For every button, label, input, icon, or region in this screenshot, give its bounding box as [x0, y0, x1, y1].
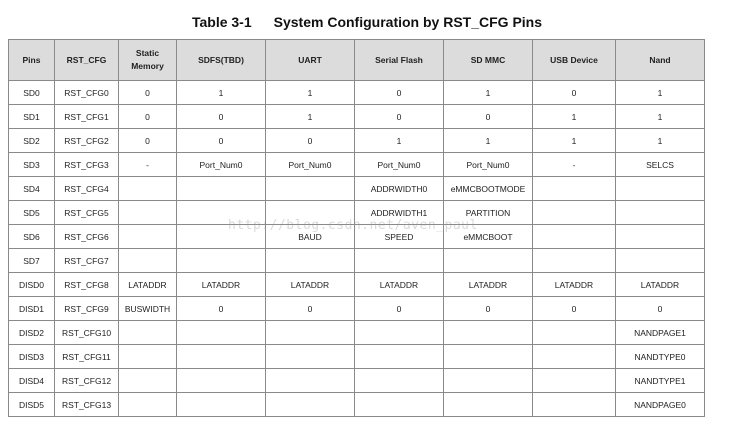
table-cell: DISD4 — [9, 369, 55, 393]
table-cell: 0 — [266, 129, 355, 153]
table-row — [9, 393, 705, 417]
table-cell: eMMCBOOTMODE — [444, 177, 533, 201]
table-cell — [177, 345, 266, 369]
table-cell: 0 — [444, 105, 533, 129]
table-cell: 0 — [355, 297, 444, 321]
header-row — [9, 40, 705, 81]
table-cell: 0 — [119, 129, 177, 153]
table-cell: LATADDR — [616, 273, 705, 297]
table-cell: SD5 — [9, 201, 55, 225]
table-cell: DISD3 — [9, 345, 55, 369]
table-cell — [266, 321, 355, 345]
table-cell — [119, 369, 177, 393]
table-cell: SD6 — [9, 225, 55, 249]
table-cell: SD7 — [9, 249, 55, 273]
table-row — [9, 321, 705, 345]
table-cell: DISD2 — [9, 321, 55, 345]
table-cell: NANDTYPE0 — [616, 345, 705, 369]
table-cell: 0 — [444, 297, 533, 321]
table-cell — [266, 345, 355, 369]
table-cell: SD1 — [9, 105, 55, 129]
table-cell — [444, 393, 533, 417]
table-cell: DISD5 — [9, 393, 55, 417]
table-cell: 0 — [355, 81, 444, 105]
table-cell: 0 — [119, 105, 177, 129]
header-sd-mmc: SD MMC — [444, 40, 533, 81]
table-cell: LATADDR — [533, 273, 616, 297]
table-row — [9, 273, 705, 297]
table-cell: SD2 — [9, 129, 55, 153]
table-cell: 1 — [533, 129, 616, 153]
table-cell — [616, 177, 705, 201]
table-cell: LATADDR — [177, 273, 266, 297]
table-cell — [444, 345, 533, 369]
table-cell: 0 — [616, 297, 705, 321]
table-cell — [533, 225, 616, 249]
table-row — [9, 249, 705, 273]
table-cell: 1 — [355, 129, 444, 153]
table-cell — [616, 225, 705, 249]
table-cell: LATADDR — [444, 273, 533, 297]
table-cell: BAUD — [266, 225, 355, 249]
table-cell: RST_CFG1 — [55, 105, 119, 129]
table-cell: RST_CFG4 — [55, 177, 119, 201]
table-cell — [533, 345, 616, 369]
header-static-memory-label: Static Memory — [131, 48, 164, 71]
table-cell: SPEED — [355, 225, 444, 249]
table-cell — [177, 225, 266, 249]
table-row — [9, 81, 705, 105]
table-cell: 1 — [616, 129, 705, 153]
table-cell: 0 — [355, 105, 444, 129]
table-cell: NANDTYPE1 — [616, 369, 705, 393]
table-cell: RST_CFG10 — [55, 321, 119, 345]
table-cell — [177, 177, 266, 201]
table-cell — [119, 249, 177, 273]
table-cell — [616, 249, 705, 273]
table-cell: RST_CFG13 — [55, 393, 119, 417]
table-cell — [533, 201, 616, 225]
config-table — [8, 39, 705, 417]
table-cell: Port_Num0 — [177, 153, 266, 177]
table-cell: RST_CFG5 — [55, 201, 119, 225]
table-row — [9, 129, 705, 153]
table-cell: 1 — [266, 105, 355, 129]
table-cell: SD4 — [9, 177, 55, 201]
table-cell — [177, 393, 266, 417]
table-cell — [444, 321, 533, 345]
table-cell — [616, 201, 705, 225]
table-cell — [266, 369, 355, 393]
table-cell: 0 — [177, 297, 266, 321]
table-cell — [266, 393, 355, 417]
header-nand: Nand — [616, 40, 705, 81]
table-cell: 1 — [266, 81, 355, 105]
table-cell: ADDRWIDTH1 — [355, 201, 444, 225]
table-cell: 1 — [444, 81, 533, 105]
header-uart: UART — [266, 40, 355, 81]
table-cell: LATADDR — [355, 273, 444, 297]
table-cell: RST_CFG12 — [55, 369, 119, 393]
table-cell: Port_Num0 — [444, 153, 533, 177]
table-cell: LATADDR — [119, 273, 177, 297]
table-cell: 0 — [533, 81, 616, 105]
table-cell: 0 — [177, 129, 266, 153]
table-cell: Port_Num0 — [266, 153, 355, 177]
table-cell — [266, 249, 355, 273]
table-cell — [533, 369, 616, 393]
table-cell: BUSWIDTH — [119, 297, 177, 321]
table-cell — [119, 393, 177, 417]
table-cell: SELCS — [616, 153, 705, 177]
table-cell: PARTITION — [444, 201, 533, 225]
table-cell: eMMCBOOT — [444, 225, 533, 249]
table-cell: 1 — [177, 81, 266, 105]
table-cell — [177, 201, 266, 225]
table-cell: SD0 — [9, 81, 55, 105]
table-cell — [119, 321, 177, 345]
table-cell: 1 — [616, 81, 705, 105]
table-row — [9, 369, 705, 393]
table-cell: RST_CFG0 — [55, 81, 119, 105]
table-cell — [177, 321, 266, 345]
table-cell: Port_Num0 — [355, 153, 444, 177]
table-cell: 1 — [444, 129, 533, 153]
table-cell — [119, 225, 177, 249]
table-cell — [355, 249, 444, 273]
table-cell: 0 — [266, 297, 355, 321]
table-row — [9, 345, 705, 369]
table-cell: 1 — [533, 105, 616, 129]
table-cell: LATADDR — [266, 273, 355, 297]
table-cell — [355, 393, 444, 417]
table-title — [0, 14, 734, 30]
table-cell: NANDPAGE1 — [616, 321, 705, 345]
table-cell: NANDPAGE0 — [616, 393, 705, 417]
table-cell — [444, 249, 533, 273]
table-row — [9, 225, 705, 249]
table-number: Table 3-1 — [191, 14, 252, 30]
table-cell — [533, 321, 616, 345]
header-rst-cfg: RST_CFG — [55, 40, 119, 81]
table-cell — [177, 369, 266, 393]
table-cell — [355, 369, 444, 393]
table-cell: SD3 — [9, 153, 55, 177]
header-sdfs: SDFS(TBD) — [177, 40, 266, 81]
table-cell — [533, 393, 616, 417]
table-row — [9, 177, 705, 201]
table-row — [9, 201, 705, 225]
table-cell — [444, 369, 533, 393]
table-cell: RST_CFG3 — [55, 153, 119, 177]
table-cell — [355, 345, 444, 369]
table-cell: DISD1 — [9, 297, 55, 321]
table-cell: RST_CFG6 — [55, 225, 119, 249]
table-caption: System Configuration by RST_CFG Pins — [273, 14, 543, 30]
table-cell: 1 — [616, 105, 705, 129]
header-pins: Pins — [9, 40, 55, 81]
table-row — [9, 297, 705, 321]
table-cell: - — [119, 153, 177, 177]
table-cell — [119, 201, 177, 225]
table-cell: RST_CFG11 — [55, 345, 119, 369]
header-serial-flash: Serial Flash — [355, 40, 444, 81]
table-cell — [266, 201, 355, 225]
table-cell — [266, 177, 355, 201]
table-cell: ADDRWIDTH0 — [355, 177, 444, 201]
table-cell — [177, 249, 266, 273]
table-cell: DISD0 — [9, 273, 55, 297]
header-static-memory — [119, 40, 177, 81]
table-cell: 0 — [119, 81, 177, 105]
table-body — [9, 81, 705, 417]
table-cell: RST_CFG2 — [55, 129, 119, 153]
table-cell — [533, 177, 616, 201]
table-cell: 0 — [533, 297, 616, 321]
table-cell — [119, 345, 177, 369]
table-cell — [533, 249, 616, 273]
table-cell — [119, 177, 177, 201]
table-cell: RST_CFG7 — [55, 249, 119, 273]
table-cell — [355, 321, 444, 345]
table-cell: RST_CFG9 — [55, 297, 119, 321]
table-cell: RST_CFG8 — [55, 273, 119, 297]
table-row — [9, 153, 705, 177]
table-cell: - — [533, 153, 616, 177]
header-usb-device: USB Device — [533, 40, 616, 81]
watermark: http://blog.csdn.net/aven_paul — [228, 218, 478, 233]
table-cell: 0 — [177, 105, 266, 129]
table-row — [9, 105, 705, 129]
